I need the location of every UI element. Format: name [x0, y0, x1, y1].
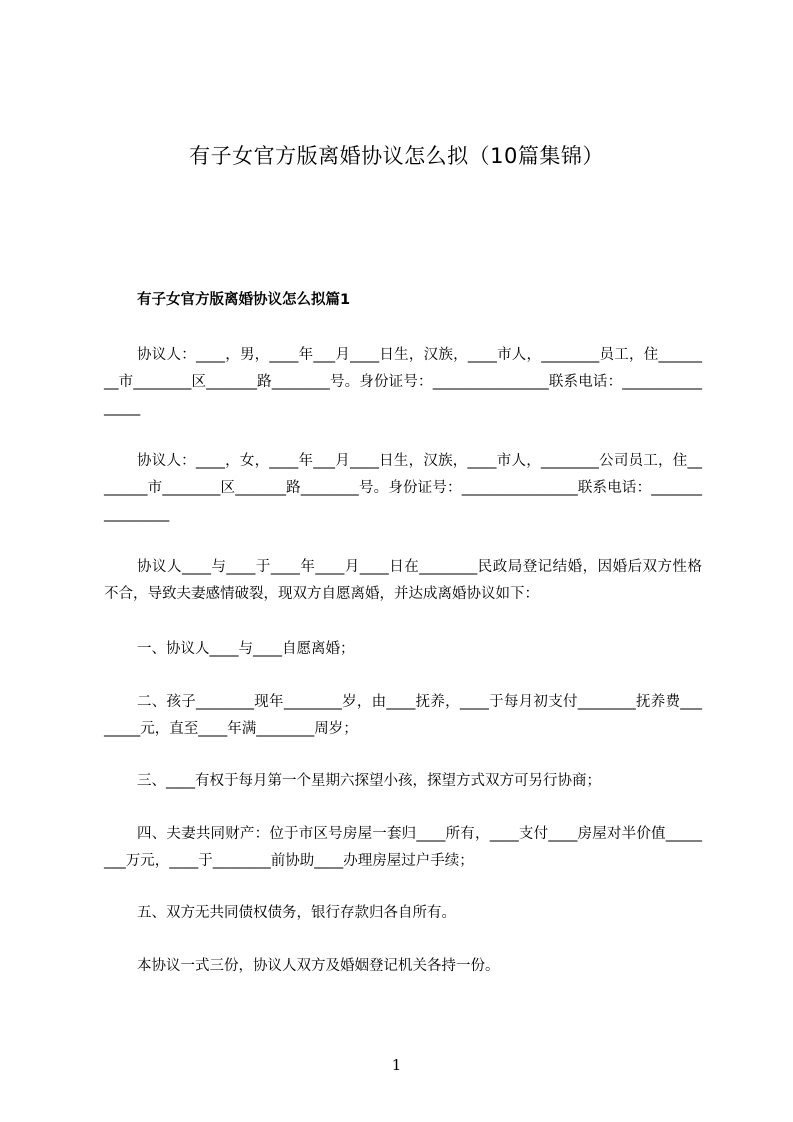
paragraph-clause-4: 四、夫妻共同财产：位于市区号房屋一套归____所有，____支付____房屋对半价值________万元，____于________前协助____办理房屋过户手续； [104, 826, 702, 869]
paragraph-marriage-registration: 协议人____与____于____年____月____日在________民政局登记结婚，因婚后双方性格不合，导致夫妻感情破裂，现双方自愿离婚，并达成离婚协议如下： [104, 559, 702, 602]
paragraph-copies: 本协议一式三份，协议人双方及婚姻登记机关各持一份。 [137, 958, 500, 974]
paragraph-party-male: 协议人：____，男，____年___月____日生，汉族，____市人，________员工，住________市________区_______路________号。身份证号：________________联系电话：________________ [104, 347, 702, 416]
page-number: 1 [391, 1056, 402, 1074]
paragraph-clause-1: 一、协议人____与____自愿离婚； [137, 641, 355, 657]
section-heading: 有子女官方版离婚协议怎么拟篇1 [137, 292, 351, 308]
paragraph-clause-2: 二、孩子________现年________岁，由____抚养，____于每月初支付________抚养费________元，直至____年满________周岁； [104, 694, 702, 737]
paragraph-clause-5: 五、双方无共同债权债务，银行存款归各自所有。 [137, 905, 456, 921]
document-title: 有子女官方版离婚协议怎么拟（10篇集锦） [189, 144, 604, 168]
paragraph-party-female: 协议人：____，女，____年___月____日生，汉族，____市人，________公司员工，住________市________区_______路________号。身份证号：________________联系电话：________________ [104, 453, 702, 522]
paragraph-clause-3: 三、____有权于每月第一个星期六探望小孩，探望方式双方可另行协商； [137, 773, 601, 789]
